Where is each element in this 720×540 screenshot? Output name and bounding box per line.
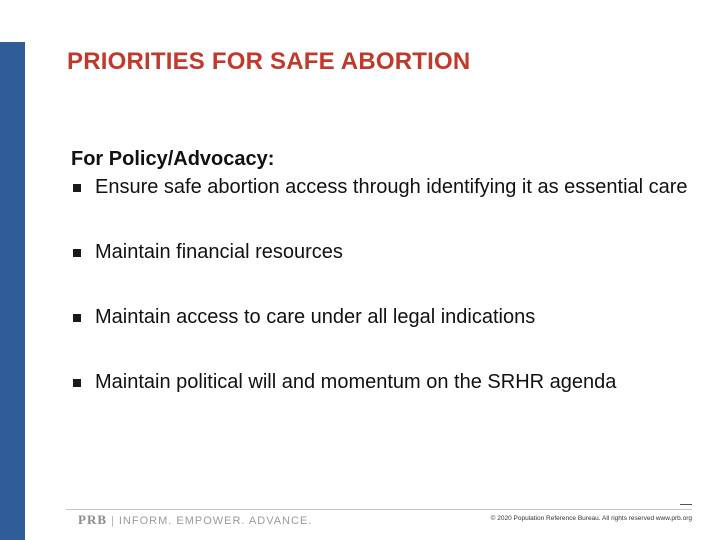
- section-heading: For Policy/Advocacy:: [71, 148, 275, 170]
- left-accent-bar: [0, 42, 25, 540]
- bullet-text: Maintain access to care under all legal indications: [95, 306, 536, 328]
- bullet-item: [71, 368, 691, 396]
- logo-separator: |: [111, 515, 115, 527]
- bullet-text: Maintain political will and momentum on the SRHR agenda: [95, 371, 617, 393]
- bullet-item: [71, 303, 691, 331]
- bullet-text: Ensure safe abortion access through identifying it as essential care: [95, 176, 688, 198]
- slide-title: PRIORITIES FOR SAFE ABORTION: [67, 48, 471, 75]
- footer-copyright: © 2020 Population Reference Bureau. All rights reserved www.prb.org: [490, 515, 692, 522]
- bullet-square-icon: [73, 314, 81, 322]
- footer-divider: [66, 509, 692, 510]
- bullet-item: [71, 173, 691, 201]
- bullet-square-icon: [73, 184, 81, 192]
- footer-logo: [78, 512, 312, 528]
- bullet-text: Maintain financial resources: [95, 241, 343, 263]
- footer-tick-mark: [680, 504, 692, 505]
- prb-logo: PRB: [78, 512, 107, 527]
- bullet-square-icon: [73, 379, 81, 387]
- bullet-square-icon: [73, 249, 81, 257]
- bullet-item: [71, 238, 691, 266]
- logo-tagline: INFORM. EMPOWER. ADVANCE.: [118, 515, 313, 527]
- slide-content: [71, 145, 691, 396]
